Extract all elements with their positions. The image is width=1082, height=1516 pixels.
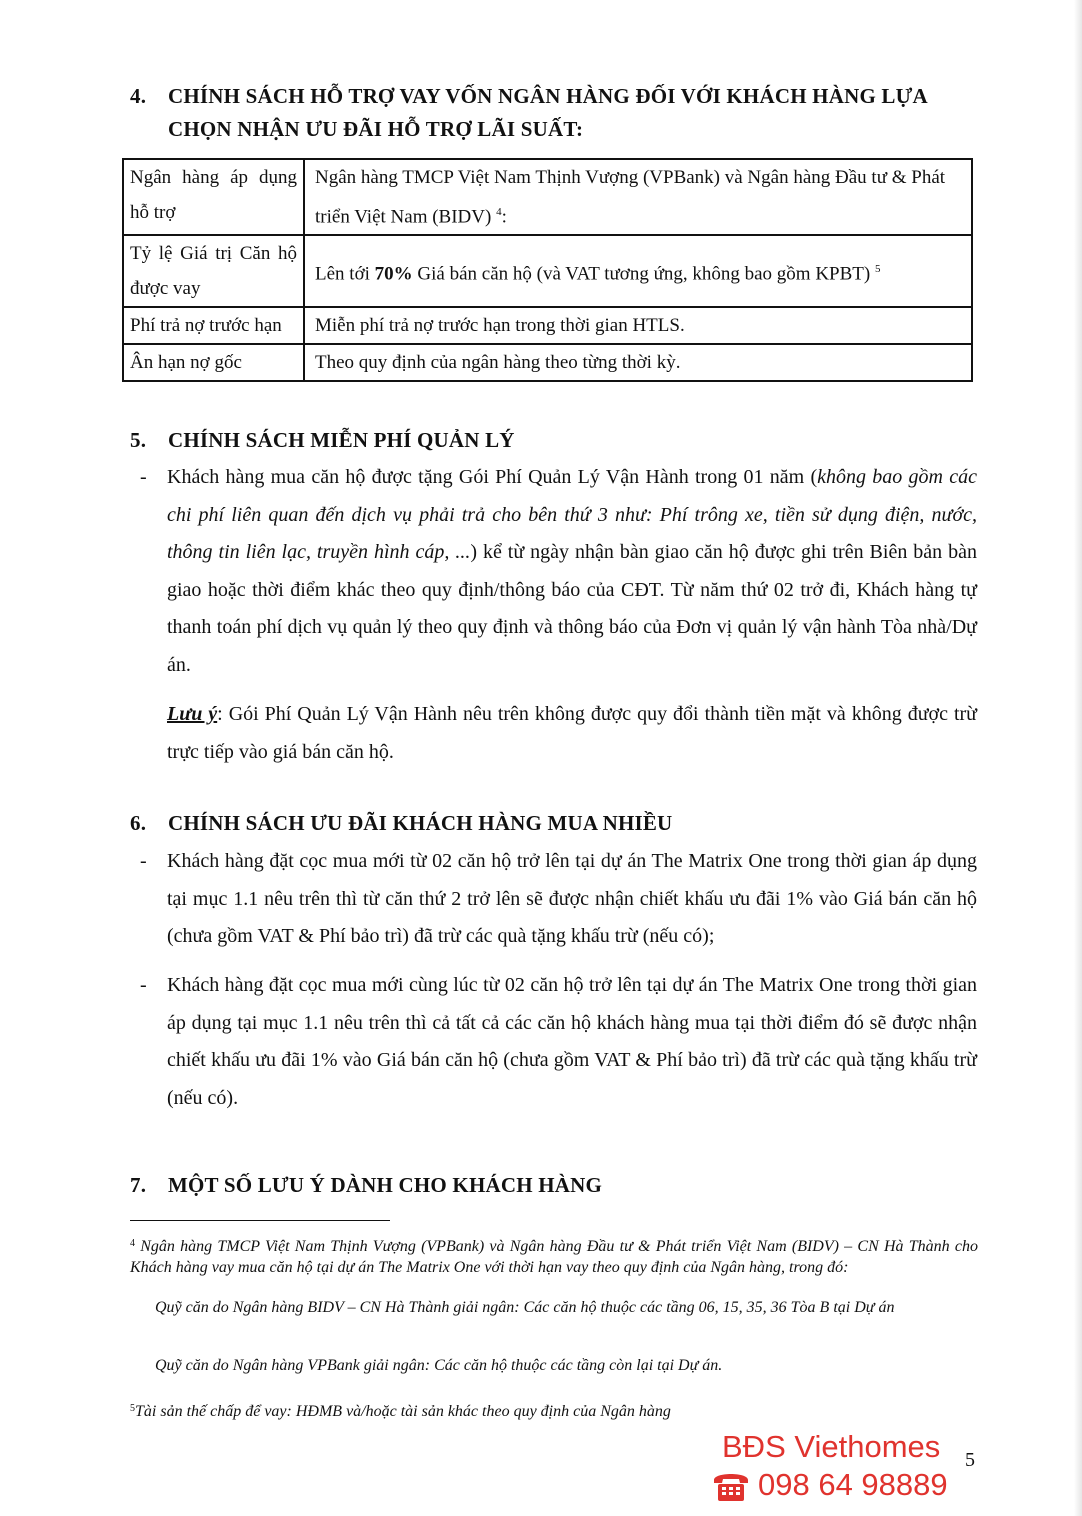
table-cell-label: Tỷ lệ Giá trị Căn hộ được vay — [123, 235, 304, 307]
table-cell-label: Phí trả nợ trước hạn — [123, 307, 304, 344]
cell-text-bold: 70% — [374, 262, 413, 284]
cell-text: Giá bán căn hộ (và VAT tương ứng, không bao gồm KPBT) — [412, 262, 871, 284]
section-number: 5. — [130, 428, 147, 452]
list-item — [140, 459, 977, 684]
section-5-heading — [130, 428, 515, 453]
section-number: 7. — [130, 1173, 147, 1197]
footnote-divider — [130, 1220, 390, 1221]
page-number: 5 — [965, 1449, 975, 1471]
table-cell-value — [304, 159, 972, 235]
table-cell-label: Ân hạn nợ gốc — [123, 344, 304, 381]
table-cell-value — [304, 235, 972, 307]
bullet-text-italic: không bao gồm các chi phí liên quan đến dịch vụ phải trả cho bên thứ 3 như: Phí trông xe, tiền sử dụng điện, nước, thông tin liên lạc, truyền hình cáp, ... — [167, 466, 978, 563]
section-title: CHÍNH SÁCH ƯU ĐÃI KHÁCH HÀNG MUA NHIỀU — [168, 811, 673, 835]
footnote-text: Tài sản thế chấp để vay: HĐMB và/hoặc tài sản khác theo quy định của Ngân hàng — [135, 1403, 671, 1420]
bullet-text — [167, 459, 977, 684]
cell-colon: : — [501, 206, 507, 228]
bullet-dash: - — [140, 850, 147, 872]
footnote-4-item: Quỹ căn do Ngân hàng BIDV – CN Hà Thành giải ngân: Các căn hộ thuộc các tầng 06, 15, 35, 36 Tòa B tại Dự án — [155, 1299, 895, 1316]
watermark-brand: BĐS Viethomes — [722, 1429, 941, 1464]
section-title: CHÍNH SÁCH MIỄN PHÍ QUẢN LÝ — [168, 428, 515, 452]
note-paragraph — [167, 696, 977, 771]
footnote-text: Ngân hàng TMCP Việt Nam Thịnh Vượng (VPBank) và Ngân hàng Đầu tư & Phát triển Việt Nam (BIDV) – CN Hà Thành cho Khách hàng vay mua căn hộ tại dự án The Matrix One với thời hạn vay theo quy định của Ngân hàng, trong đó: — [130, 1238, 978, 1276]
bullet-text-part: Khách hàng mua căn hộ được tặng Gói Phí Quản Lý Vận Hành trong 01 năm ( — [167, 466, 818, 488]
footnote-number: 5 — [130, 1403, 135, 1414]
section-4-heading — [130, 84, 928, 142]
section-title: CHÍNH SÁCH HỖ TRỢ VAY VỐN NGÂN HÀNG ĐỐI VỚI KHÁCH HÀNG LỰA — [168, 84, 928, 108]
footnote-4 — [130, 1233, 978, 1278]
table-row — [123, 344, 972, 381]
section-number: 4. — [130, 84, 147, 108]
section-7-heading — [130, 1173, 602, 1198]
list-item — [140, 967, 977, 1117]
bullet-text-part: ) kể từ ngày nhận bàn giao căn hộ được ghi trên Biên bản bàn giao hoặc thời điểm khác theo quy định/thông báo của CĐT. Từ năm thứ 02 trở đi, Khách hàng tự thanh toán phí dịch vụ quản lý theo quy định và thông báo của Đơn vị quản lý vận hành Tòa nhà/Dự án. — [167, 541, 977, 676]
cell-text: Lên tới — [315, 262, 375, 284]
table-row — [123, 235, 972, 307]
table-cell-label: Ngân hàng áp dụng hỗ trợ — [123, 159, 304, 235]
table-cell-value: Miễn phí trả nợ trước hạn trong thời gian HTLS. — [304, 307, 972, 344]
table-row — [123, 307, 972, 344]
table-cell-value: Theo quy định của ngân hàng theo từng thời kỳ. — [304, 344, 972, 381]
bank-support-table — [122, 158, 973, 382]
bullet-dash: - — [140, 974, 147, 996]
watermark-phone: 098 64 98889 — [758, 1467, 948, 1502]
table-row — [123, 159, 972, 235]
watermark — [712, 1428, 948, 1504]
bullet-text: Khách hàng đặt cọc mua mới từ 02 căn hộ trở lên tại dự án The Matrix One trong thời gian áp dụng tại mục 1.1 nêu trên thì từ căn thứ 2 trở lên sẽ được nhận chiết khấu ưu đãi 1% vào Giá bán căn hộ (chưa gồm VAT & Phí bảo trì) đã trừ các quà tặng khấu trừ (nếu có); — [167, 850, 977, 947]
section-title-line2: CHỌN NHẬN ƯU ĐÃI HỖ TRỢ LÃI SUẤT: — [168, 117, 584, 141]
watermark-phone-line — [712, 1466, 948, 1504]
section-6-heading — [130, 811, 672, 836]
cell-text: Ngân hàng TMCP Việt Nam Thịnh Vượng (VPBank) và Ngân hàng Đầu tư & Phát triển Việt Nam (BIDV) — [315, 167, 946, 228]
note-label: Lưu ý — [167, 703, 218, 725]
footnote-5 — [130, 1398, 978, 1422]
bullet-text: Khách hàng đặt cọc mua mới cùng lúc từ 02 căn hộ trở lên tại dự án The Matrix One trong thời gian áp dụng tại mục 1.1 nêu trên thì cả tất cả các căn hộ khách hàng mua tại thời điểm đó sẽ được nhận chiết khấu ưu đãi 1% vào Giá bán căn hộ (chưa gồm VAT & Phí bảo trì) đã trừ các quà tặng khấu trừ (nếu có). — [167, 974, 977, 1109]
section-title: MỘT SỐ LƯU Ý DÀNH CHO KHÁCH HÀNG — [168, 1173, 602, 1197]
telephone-icon — [712, 1468, 750, 1502]
list-item — [140, 843, 977, 956]
footnote-4-item: Quỹ căn do Ngân hàng VPBank giải ngân: Các căn hộ thuộc các tầng còn lại tại Dự án. — [155, 1357, 723, 1374]
footnote-ref: 5 — [874, 262, 881, 275]
note-text: : Gói Phí Quản Lý Vận Hành nêu trên không được quy đổi thành tiền mặt và không được trừ trực tiếp vào giá bán căn hộ. — [167, 703, 978, 763]
bullet-dash: - — [140, 466, 147, 488]
footnote-number: 4 — [130, 1238, 135, 1249]
footnote-ref: 4 — [496, 206, 502, 218]
page-edge — [1074, 0, 1082, 1516]
section-number: 6. — [130, 811, 147, 835]
